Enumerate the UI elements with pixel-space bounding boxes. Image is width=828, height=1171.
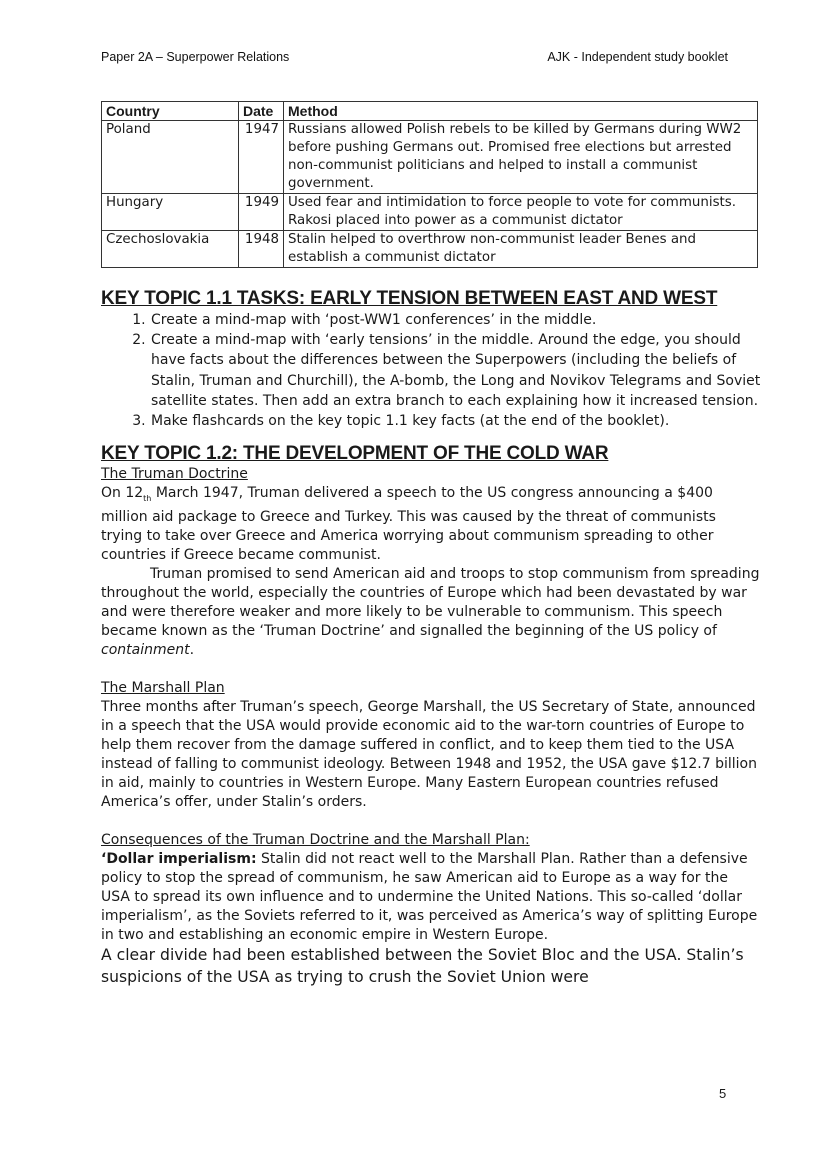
divide-paragraph: A clear divide had been established between the Soviet Bloc and the USA. Stalin’s suspicions of the USA as trying to crush the Soviet Union were (101, 946, 744, 986)
page-header (101, 50, 728, 64)
satellite-states-table (101, 101, 758, 268)
marshall-plan-heading: The Marshall Plan (101, 680, 225, 697)
text-run: March 1947, Truman delivered a speech to the US congress announcing a $400 million aid package to Greece and Turkey. This was caused by the threat of communists trying to take over Greece and America worrying about communism spreading to other countries if Greece became communist. (101, 485, 716, 564)
cell-method: Used fear and intimidation to force people to vote for communists. Rakosi placed into power as a communist dictator (284, 194, 758, 231)
truman-doctrine-heading: The Truman Doctrine (101, 466, 248, 483)
task-item: 3. Make flashcards on the key topic 1.1 key facts (at the end of the booklet). (150, 411, 761, 431)
column-header-date: Date (239, 102, 284, 121)
task-item: 2. Create a mind-map with ‘early tensions’ in the middle. Around the edge, you should have facts about the differences between the Superpowers (including the beliefs of Stalin, Truman and Churchill), the A-bomb, the Long and Novikov Telegrams and Soviet satellite states. Then add an extra branch to each explaining how it increased tension. (150, 330, 761, 411)
header-left: Paper 2A – Superpower Relations (101, 50, 290, 64)
table-header-row (102, 102, 758, 121)
task-list (101, 310, 761, 431)
text-run: Stalin did not react well to the Marshall Plan. Rather than a defensive policy to stop the spread of communism, he saw American aid to Europe as a way for the USA to spread its own influence and to undermine the United Nations. This so-called ‘dollar imperialism’, as the Soviets referred to it, was perceived as America’s way of splitting Europe in two and establishing an economic empire in Western Europe. (101, 851, 758, 944)
truman-paragraph-1 (101, 484, 761, 565)
cell-date: 1948 (239, 231, 284, 268)
cell-country: Czechoslovakia (102, 231, 239, 268)
cell-date: 1949 (239, 194, 284, 231)
column-header-country: Country (102, 102, 239, 121)
truman-paragraph-2 (101, 565, 761, 660)
ordinal-suffix: th (143, 494, 152, 504)
consequences-heading: Consequences of the Truman Doctrine and the Marshall Plan: (101, 832, 530, 849)
marshall-paragraph: Three months after Truman’s speech, George Marshall, the US Secretary of State, announced in a speech that the USA would provide economic aid to the war-torn countries of Europe to help them recover from the damage suffered in conflict, and to keep them tied to the USA instead of falling to communist ideology. Between 1948 and 1952, the USA gave $12.7 billion in aid, mainly to countries in Western Europe. Many Eastern European countries refused America’s offer, under Stalin’s orders. (101, 699, 757, 811)
text-run: Truman promised to send American aid and troops to stop communism from spreading throughout the world, especially the countries of Europe which had been devastated by war and were therefore weaker and more likely to be vulnerable to communism. This speech became known as the ‘Truman Doctrine’ and signalled the beginning of the US policy of (101, 566, 760, 640)
page-number: 5 (719, 1086, 727, 1101)
dollar-imperialism-term: ‘Dollar imperialism: (101, 851, 257, 868)
topic-1-1-heading: KEY TOPIC 1.1 TASKS: EARLY TENSION BETWEEN EAST AND WEST (101, 288, 718, 309)
cell-date: 1947 (239, 121, 284, 194)
consequences-paragraph (101, 850, 761, 945)
text-run: . (189, 642, 195, 659)
topic-1-2-heading: KEY TOPIC 1.2: THE DEVELOPMENT OF THE COLD WAR (101, 443, 609, 465)
table-row (102, 231, 758, 268)
cell-country: Poland (102, 121, 239, 194)
column-header-method: Method (284, 102, 758, 121)
header-right: AJK - Independent study booklet (547, 50, 728, 64)
table-row (102, 194, 758, 231)
cell-method: Stalin helped to overthrow non-communist leader Benes and establish a communist dictator (284, 231, 758, 268)
emphasis-containment: containment (101, 642, 190, 659)
page-content (101, 101, 761, 988)
cell-method: Russians allowed Polish rebels to be killed by Germans during WW2 before pushing Germans out. Promised free elections but arrested non-communist politicians and helped to install a communist government. (284, 121, 758, 194)
table-row (102, 121, 758, 194)
text-run: On 12 (101, 485, 144, 502)
task-item: 1. Create a mind-map with ‘post-WW1 conferences’ in the middle. (150, 310, 761, 330)
cell-country: Hungary (102, 194, 239, 231)
